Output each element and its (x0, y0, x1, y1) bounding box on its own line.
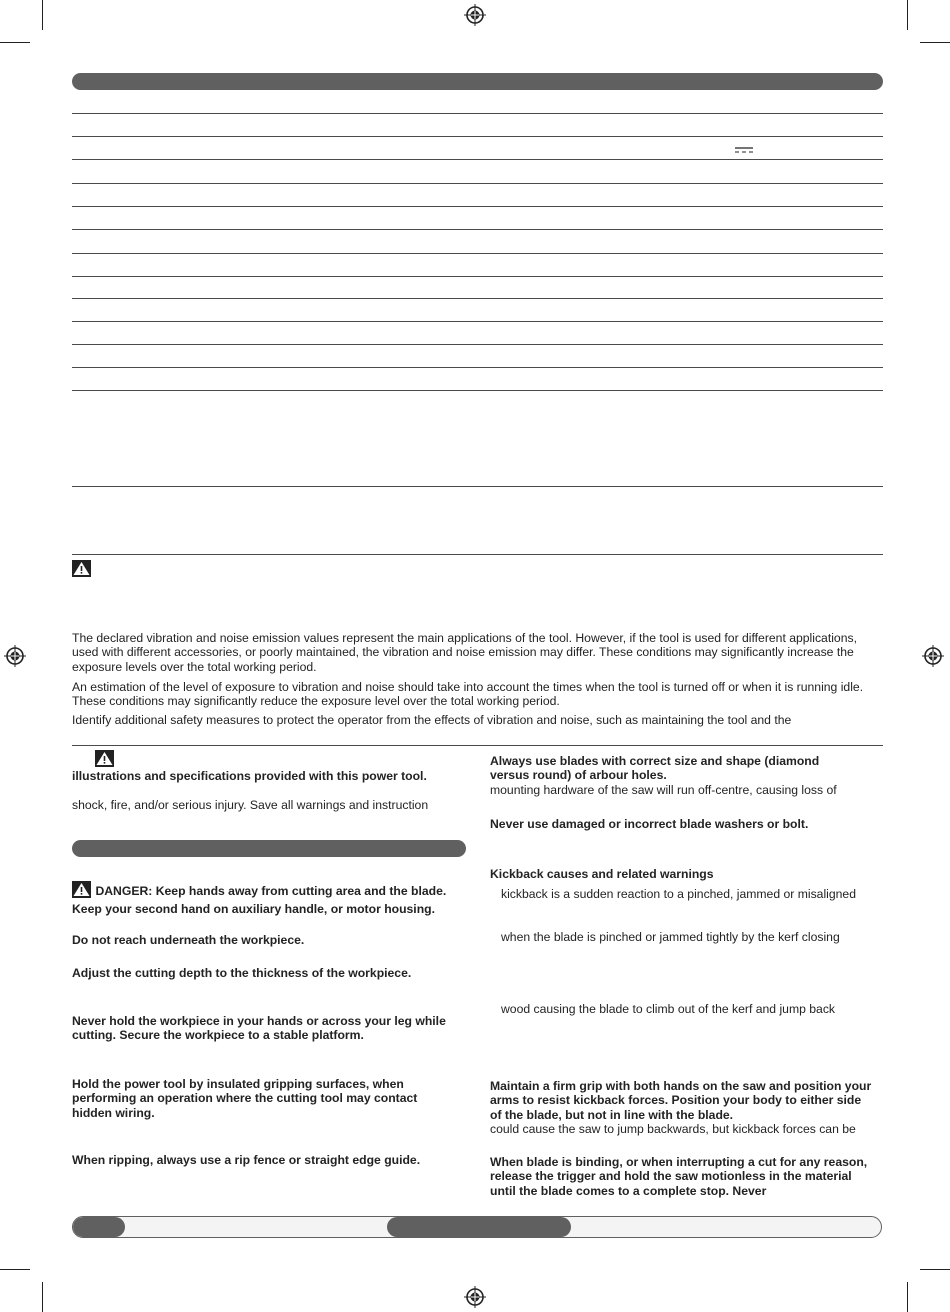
cutting-depth-text: Adjust the cutting depth to the thickness of the workpiece. (72, 966, 412, 980)
crop-mark-top-right-h (920, 42, 950, 43)
crop-mark-top-right-v (907, 0, 908, 30)
registration-mark-icon (464, 1286, 486, 1308)
table-rule (72, 253, 883, 254)
table-rule (72, 206, 883, 207)
table-rule (72, 229, 883, 230)
mounting-hardware-text: mounting hardware of the saw will run off-centre, causing loss of (490, 783, 837, 797)
language-tab (387, 1217, 571, 1237)
section-rule (72, 745, 883, 746)
subsection-header-bar (72, 840, 466, 857)
firm-grip-text: Maintain a firm grip with both hands on the saw and position your arms to resist kickback forces. Position your body to either side of the blade, but not in line with the blade. (490, 1079, 872, 1122)
direct-current-symbol-icon (734, 146, 754, 154)
jump-backwards-text: could cause the saw to jump backwards, but kickback forces can be (490, 1122, 856, 1136)
danger-block (72, 881, 472, 918)
kickback-heading: Kickback causes and related warnings (490, 867, 714, 881)
registration-mark-icon (4, 645, 26, 667)
warning-triangle-icon (95, 750, 114, 767)
crop-mark-bottom-left-h (0, 1269, 30, 1270)
danger-text: DANGER: Keep hands away from cutting area and the blade. Keep your second hand on auxiliary handle, or motor housing. (72, 884, 447, 916)
never-hold-text: Never hold the workpiece in your hands or across your leg while cutting. Secure the workpiece to a stable platform. (72, 1014, 446, 1043)
table-rule (72, 367, 883, 368)
warning-triangle-icon (72, 560, 91, 577)
table-rule (72, 113, 883, 114)
underneath-text: Do not reach underneath the workpiece. (72, 933, 305, 947)
table-rule (72, 159, 883, 160)
blade-binding-text: When blade is binding, or when interrupting a cut for any reason, release the trigger and hold the saw motionless in the material until the blade comes to a complete stop. Never (490, 1155, 868, 1198)
insulated-surfaces-text: Hold the power tool by insulated gripping surfaces, when performing an operation where the cutting tool may contact hidden wiring. (72, 1077, 418, 1120)
crop-mark-bottom-right-h (920, 1269, 950, 1270)
registration-mark-icon (464, 4, 486, 26)
registration-mark-icon (922, 645, 944, 667)
table-rule (72, 136, 883, 137)
warning-triangle-icon (72, 881, 91, 898)
crop-mark-top-left-h (0, 42, 30, 43)
crop-mark-bottom-left-v (42, 1282, 43, 1312)
blade-size-text: Always use blades with correct size and shape (diamond versus round) of arbour holes. (490, 754, 820, 783)
crop-mark-top-left-v (42, 0, 43, 30)
crop-mark-bottom-right-v (907, 1282, 908, 1312)
page-number-tab (73, 1217, 125, 1237)
section-header-bar (72, 73, 883, 90)
kickback-definition-text: kickback is a sudden reaction to a pinched, jammed or misaligned (501, 887, 856, 901)
table-rule (72, 390, 883, 391)
table-rule (72, 321, 883, 322)
blade-washers-text: Never use damaged or incorrect blade washers or bolt. (490, 817, 809, 831)
save-warnings-text: shock, fire, and/or serious injury. Save all warnings and instruction (72, 798, 429, 812)
table-rule (72, 183, 883, 184)
vibration-paragraph: The declared vibration and noise emission values represent the main applications of the tool. However, if the tool is used for different applications, used with different accessories, or poorly maintained, the vibration and noise emission may differ. These conditions may significantly increase the exposure levels over the total working period. (72, 631, 857, 674)
exposure-paragraph: An estimation of the level of exposure to vibration and noise should take into account the times when the tool is turned off or when it is running idle. These conditions may significantly reduce the exposure level over the total working period. (72, 680, 864, 709)
table-rule (72, 298, 883, 299)
safety-measures-paragraph: Identify additional safety measures to protect the operator from the effects of vibration and noise, such as maintaining the tool and the (72, 713, 792, 727)
kickback-climb-text: wood causing the blade to climb out of the kerf and jump back (501, 1002, 836, 1016)
rip-fence-text: When ripping, always use a rip fence or straight edge guide. (72, 1153, 421, 1167)
table-rule (72, 486, 883, 487)
illustrations-text: illustrations and specifications provided with this power tool. (72, 769, 427, 783)
table-rule (72, 554, 883, 555)
table-rule (72, 276, 883, 277)
table-rule (72, 344, 883, 345)
footer-bar (72, 1216, 882, 1238)
kickback-pinched-text: when the blade is pinched or jammed tightly by the kerf closing (501, 930, 840, 944)
